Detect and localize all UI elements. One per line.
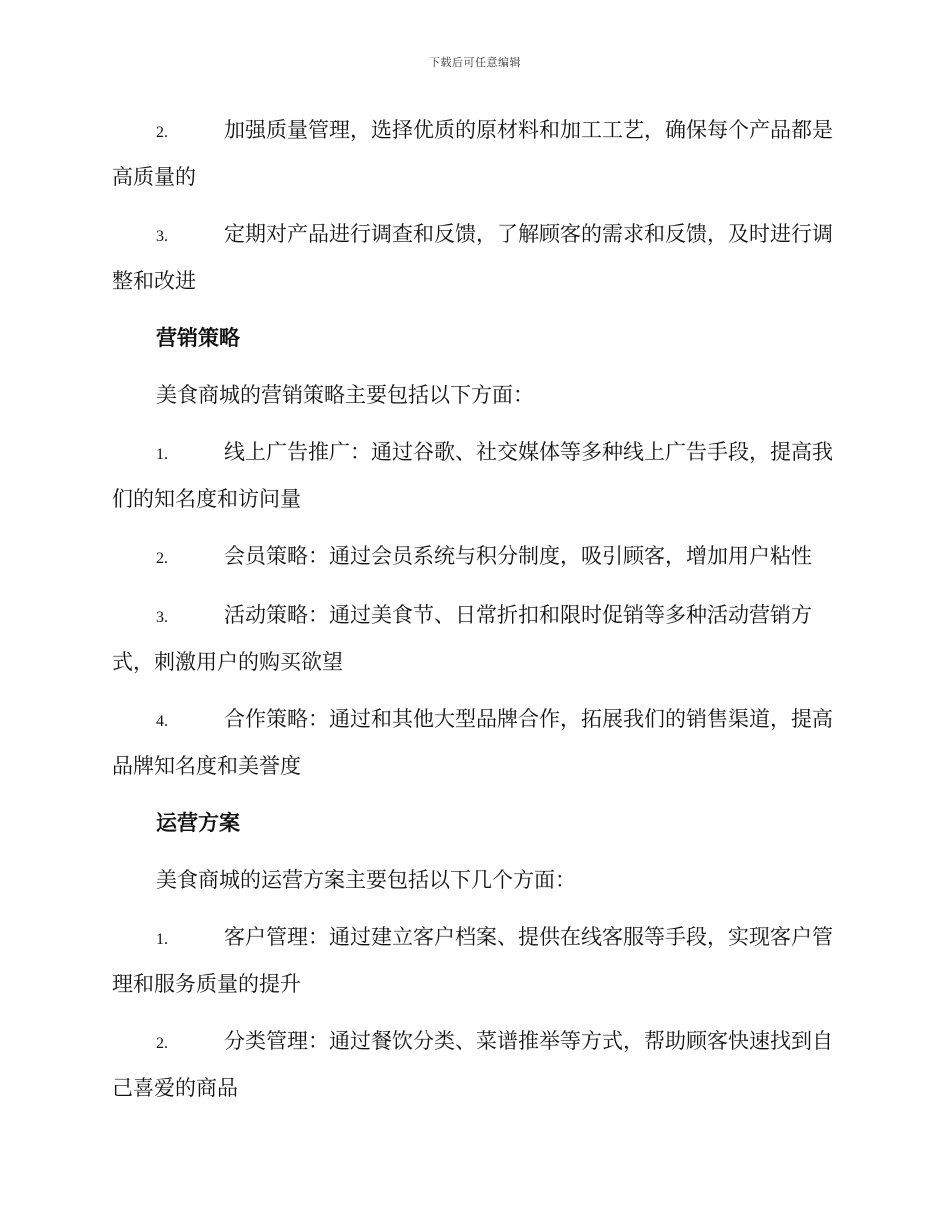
list-item xyxy=(112,593,836,685)
section-heading-marketing: 营销策略 xyxy=(156,326,240,350)
section-heading-operation: 运营方案 xyxy=(156,811,240,835)
list-item-number: 2. xyxy=(156,550,168,567)
list-item-number: 4. xyxy=(156,713,168,730)
list-item-number: 1. xyxy=(156,931,168,948)
list-item xyxy=(112,697,836,789)
header-note: 下载后可任意编辑 xyxy=(429,56,521,69)
list-item xyxy=(112,108,836,200)
list-item xyxy=(112,534,836,581)
list-item-number: 1. xyxy=(156,446,168,463)
section-intro-marketing: 美食商城的营销策略主要包括以下方面： xyxy=(156,383,534,407)
list-item-text: 会员策略：通过会员系统与积分制度，吸引顾客，增加用户粘性 xyxy=(224,544,812,568)
list-item-text: 加强质量管理，选择优质的原材料和加工工艺，确保每个产品都是高质量的 xyxy=(112,118,833,189)
list-item-text: 合作策略：通过和其他大型品牌合作，拓展我们的销售渠道，提高品牌知名度和美誉度 xyxy=(112,707,833,778)
list-item-number: 2. xyxy=(156,124,168,141)
list-item-number: 3. xyxy=(156,609,168,626)
list-item-number: 3. xyxy=(156,228,168,245)
list-item-number: 2. xyxy=(156,1035,168,1052)
list-item-text: 活动策略：通过美食节、日常折扣和限时促销等多种活动营销方式，刺激用户的购买欲望 xyxy=(112,603,812,674)
list-item-text: 线上广告推广：通过谷歌、社交媒体等多种线上广告手段，提高我们的知名度和访问量 xyxy=(112,440,833,511)
document-body xyxy=(112,108,836,1123)
list-item-text: 客户管理：通过建立客户档案、提供在线客服等手段，实现客户管理和服务质量的提升 xyxy=(112,925,833,996)
section-intro-operation: 美食商城的运营方案主要包括以下几个方面： xyxy=(156,868,576,892)
list-item xyxy=(112,915,836,1007)
list-item xyxy=(112,430,836,522)
list-item xyxy=(112,1019,836,1111)
list-item xyxy=(112,212,836,304)
list-item-text: 分类管理：通过餐饮分类、菜谱推举等方式，帮助顾客快速找到自己喜爱的商品 xyxy=(112,1029,833,1100)
list-item-text: 定期对产品进行调查和反馈，了解顾客的需求和反馈，及时进行调整和改进 xyxy=(112,222,833,293)
